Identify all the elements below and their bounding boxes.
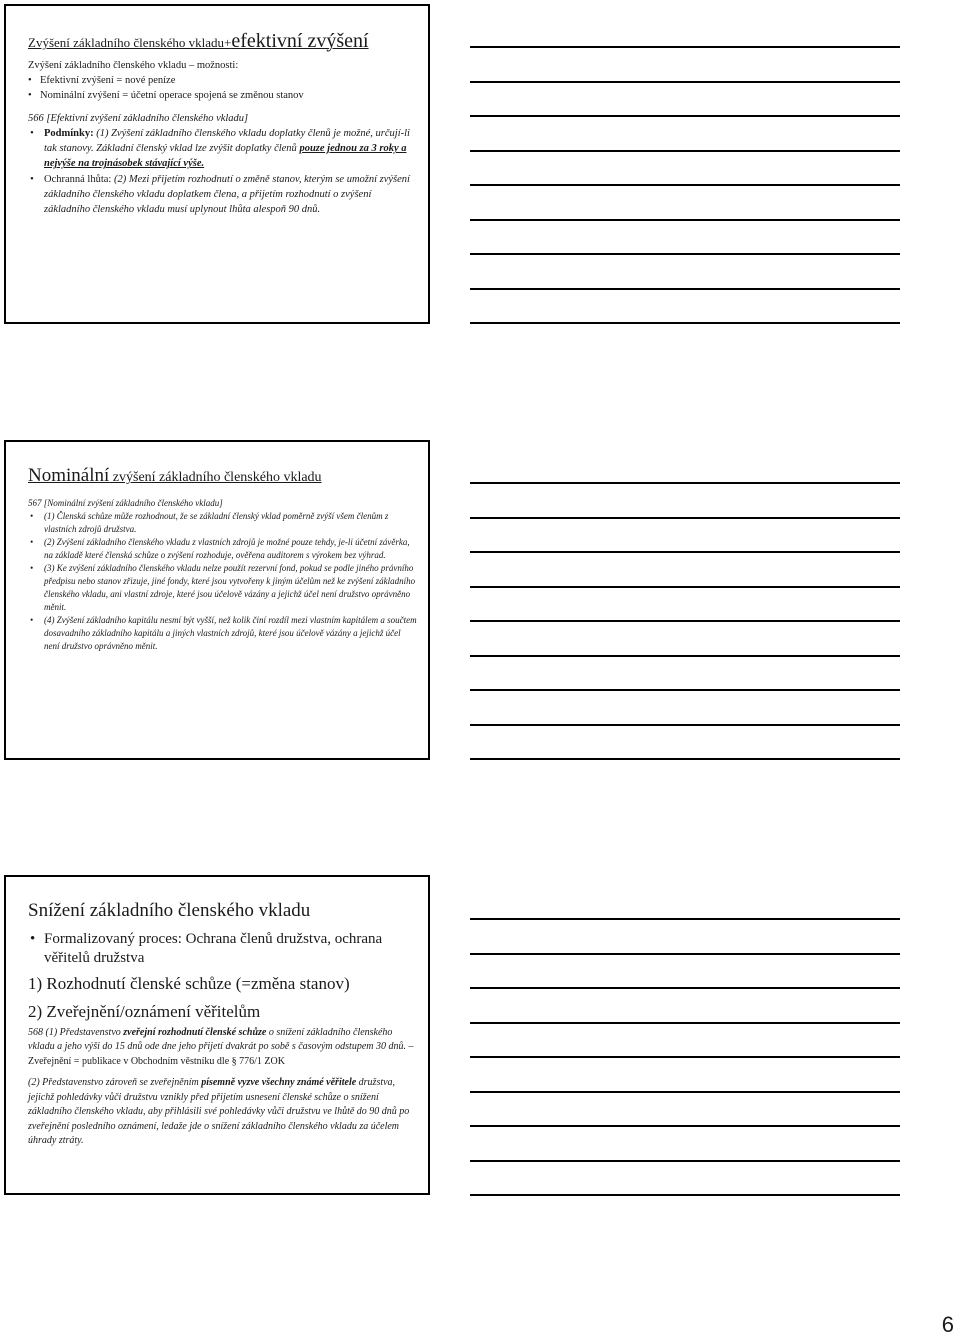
note-line (470, 253, 900, 255)
note-line (470, 953, 900, 955)
note-line (470, 1022, 900, 1024)
slide2-title-rest: zvýšení základního členského vkladu (109, 470, 322, 485)
note-line (470, 81, 900, 83)
page-number: 6 (941, 1312, 954, 1337)
note-line (470, 1056, 900, 1058)
slide1-cond-text3: pouze jednou za 3 roky a nejvýše na trojnásobek stávající výše. (44, 143, 407, 170)
slide1-cond-text2: Základní členský vklad lze zvýšit doplatky členů (96, 143, 300, 155)
slide1-prot-label: Ochranná lhůta: (44, 173, 112, 185)
note-line (470, 115, 900, 117)
slide3-p2-a: (2) Představenstvo zároveň se zveřejněním (28, 1077, 202, 1089)
slide3-p2-c: družstva, jejichž pohledávky vůči družstvu vznikly před přijetím usnesení členské schůze o snížení základního členského vkladu, aby přihlásili své pohledávky vůči družstvu ve lhůtě do 90 dnů po zveřejnění posledního oznámení, ledaže jde o snížení základního členského vkladu za účelem úhrady ztráty. (28, 1077, 410, 1147)
slide1-intro: Zvýšení základního členského vkladu – možnosti: (28, 60, 239, 71)
note-line (470, 1160, 900, 1162)
slide3-bullet: • Formalizovaný proces: Ochrana členů družstva, ochrana věřitelů družstva (28, 930, 418, 968)
note-line (470, 551, 900, 553)
note-line (470, 724, 900, 726)
note-line (470, 1091, 900, 1093)
note-line (470, 758, 900, 760)
slide3-p2-b: písemně vyzve všechny známé věřitele (201, 1077, 357, 1089)
slide1-cond-text1: (1) Zvýšení základního členského vkladu doplatky členů je možné, určují-li tak stanovy. (44, 127, 410, 155)
slide1-cond-label: Podmínky: (44, 127, 94, 139)
slide1-bullet-2: • Nominální zvýšení = účetní operace spojená se změnou stanov (28, 88, 418, 103)
note-line (470, 482, 900, 484)
slide3-p1-b: zveřejní rozhodnutí členské schůze (123, 1026, 267, 1038)
note-line (470, 288, 900, 290)
slide2-item-3: • (3) Ke zvýšení základního členského vkladu nelze použít rezervní fond, pokud se podle jiného právního předpisu nebo stanov zřizuje, jiné fondy, které jsou vytvořeny k jiným účelům než ke zvýšení základního členského vkladu, ani vlastní zdroje, které jsou účelově vázány a jejichž účel není družstvo oprávněno měnit. (28, 562, 418, 614)
note-line (470, 1125, 900, 1127)
slide1-conditions (28, 126, 418, 172)
note-line (470, 918, 900, 920)
note-line (470, 655, 900, 657)
note-line (470, 987, 900, 989)
slide3-step-1: 1) Rozhodnutí členské schůze (=změna stanov) (28, 974, 350, 994)
note-line (470, 46, 900, 48)
slide3-para-1 (28, 1026, 418, 1070)
note-line (470, 586, 900, 588)
slide3-step-2: 2) Zveřejnění/oznámení věřitelům (28, 1001, 261, 1021)
note-line (470, 184, 900, 186)
slide3-title: Snížení základního členského vkladu (28, 900, 311, 921)
slide2-item-4: • (4) Zvýšení základního kapitálu nesmí být vyšší, než kolik činí rozdíl mezi vlastním kapitálem a součtem dosavadního základního kapitálu a jiných vlastních zdrojů, které jsou účelově vázány a jejichž účel není družstvo oprávněno měnit. (28, 614, 418, 653)
note-line (470, 1194, 900, 1196)
note-line (470, 322, 900, 324)
slide1-title (28, 30, 418, 52)
slide-nominalni-zvyseni (4, 440, 430, 760)
slide2-item-1: • (1) Členská schůze může rozhodnout, že se základní členský vklad poměrně zvýší všem členům z vlastních zdrojů družstva. (28, 510, 418, 536)
slide1-title-big: efektivní zvýšení (231, 30, 369, 52)
note-line (470, 517, 900, 519)
slide-efektivni-zvyseni (4, 4, 430, 324)
note-line (470, 620, 900, 622)
slide2-title-word: Nominální (28, 465, 110, 486)
slide2-para-head: 567 [Nominální zvýšení základního členského vkladu] (28, 497, 223, 508)
slide3-p1-c: o snížení základního členského vkladu a jeho výši do 15 dnů ode dne jeho přijetí dvakrát po sobě s časovým odstupem 30 dnů. (28, 1026, 406, 1053)
slide1-title-small: Zvýšení základního členského vkladu+ (28, 35, 232, 50)
slide2-item-2: • (2) Zvýšení základního členského vkladu z vlastních zdrojů je možné pouze tehdy, je-li účetní závěrka, na základě které členská schůze o zvýšení rozhoduje, ověřena auditorem s výrokem bez výhrad. (28, 536, 418, 562)
slide1-prot-text: (2) Mezi přijetím rozhodnutí o změně stanov, kterým se umožní zvýšení základního členského vkladu doplatkem člena, a přijetím rozhodnutí o zvýšení základního členského vkladu musí uplynout lhůta alespoň 90 dnů. (44, 173, 410, 215)
slide2-title (28, 466, 418, 487)
slide-snizeni (4, 875, 430, 1195)
slide3-para-2 (28, 1076, 418, 1149)
slide3-p1-a: 568 (1) Představenstvo (28, 1026, 124, 1038)
slide1-protection (28, 172, 418, 218)
note-line (470, 219, 900, 221)
slide3-p1-d: – Zveřejnění = publikace v Obchodním věstníku dle § 776/1 ZOK (28, 1041, 414, 1067)
note-line (470, 689, 900, 691)
slide1-para-head: 566 [Efektivní zvýšení základního členského vkladu] (28, 112, 249, 124)
note-line (470, 150, 900, 152)
slide1-bullet-1: • Efektivní zvýšení = nové peníze (28, 73, 418, 88)
